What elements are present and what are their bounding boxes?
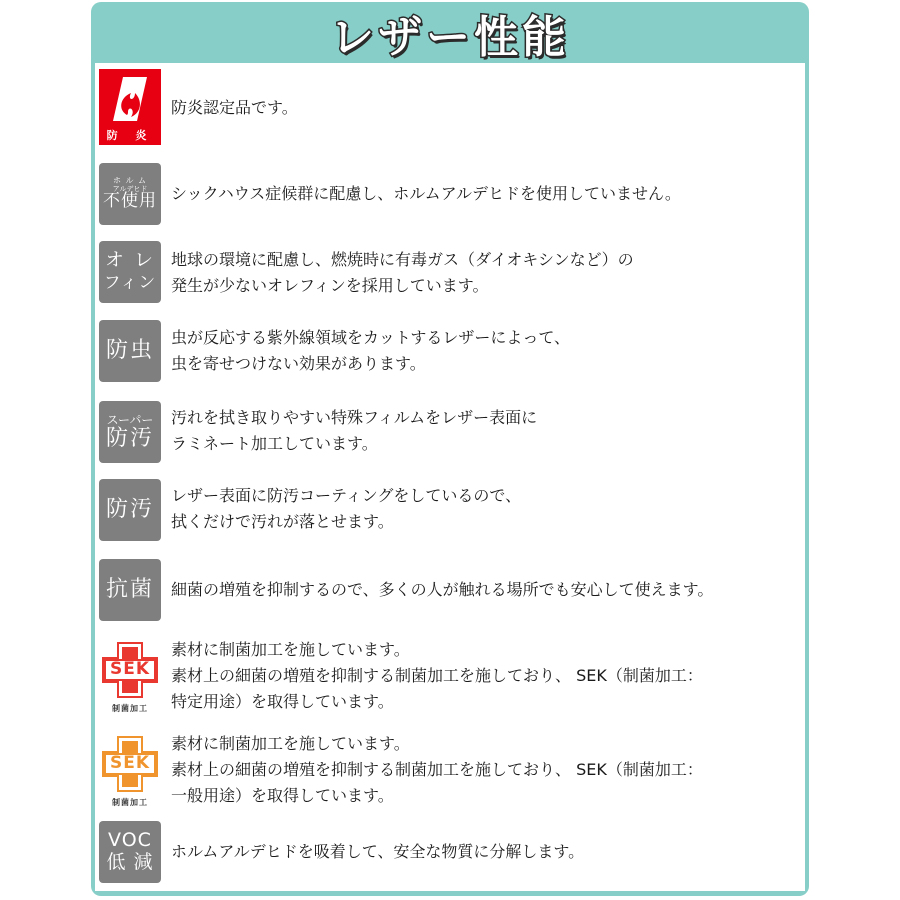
fire-prevention-icon [99,69,161,145]
list-item [95,241,805,307]
feature-description: 素材に制菌加工を施しています。 素材上の細菌の増殖を抑制する制菌加工を施しており、 SEK（制菌加工： 特定用途）を取得しています。 [171,640,703,711]
stain-resistant-icon: 防汚 [99,479,161,541]
sek-label: SEK [109,659,151,679]
page-title: レザー性能 [330,12,570,63]
list-item [95,67,805,147]
sek-label: SEK [109,753,151,773]
feature-description: 素材に制菌加工を施しています。 素材上の細菌の増殖を抑制する制菌加工を施しており、 SEK（制菌加工： 一般用途）を取得しています。 [171,734,703,805]
feature-description: 地球の環境に配慮し、燃焼時に有毒ガス（ダイオキシンなど）の 発生が少ないオレフィンを採用しています。 [171,250,634,295]
formaldehyde-free-icon: ホ ル ム アルデヒド 不使用 [99,163,161,225]
performance-panel [91,2,809,896]
list-item [95,637,805,721]
feature-description: 汚れを拭き取りやすい特殊フィルムをレザー表面に ラミネート加工しています。 [171,408,538,453]
list-item [95,559,805,625]
feature-description: シックハウス症候群に配慮し、ホルムアルデヒドを使用していません。 [171,184,681,203]
list-item [95,401,805,467]
sek-orange-icon [99,733,161,813]
insect-repellent-icon: 防虫 [99,320,161,382]
features-list [95,63,805,891]
feature-description: 防炎認定品です。 [171,98,298,117]
antibacterial-icon: 抗菌 [99,559,161,621]
list-item [95,821,805,887]
super-stain-resistant-icon: スーパー 防汚 [99,401,161,463]
list-item [95,731,805,815]
sek-caption: 制菌加工 [112,798,148,807]
sek-caption: 制菌加工 [112,704,148,713]
list-item [95,163,805,229]
sek-red-icon [99,639,161,719]
olefin-icon: オ レ フィン [99,241,161,303]
feature-description: レザー表面に防汚コーティングをしているので、 拭くだけで汚れが落とせます。 [171,486,522,531]
voc-reduction-icon: VOC 低 減 [99,821,161,883]
feature-description: 虫が反応する紫外線領域をカットするレザーによって、 虫を寄せつけない効果があります。 [171,328,571,373]
feature-description: ホルムアルデヒドを吸着して、安全な物質に分解します。 [171,842,585,861]
feature-description: 細菌の増殖を抑制するので、多くの人が触れる場所でも安心して使えます。 [171,580,714,599]
list-item [95,479,805,545]
list-item [95,320,805,386]
fire-prevention-label: 防 炎 [106,129,154,142]
